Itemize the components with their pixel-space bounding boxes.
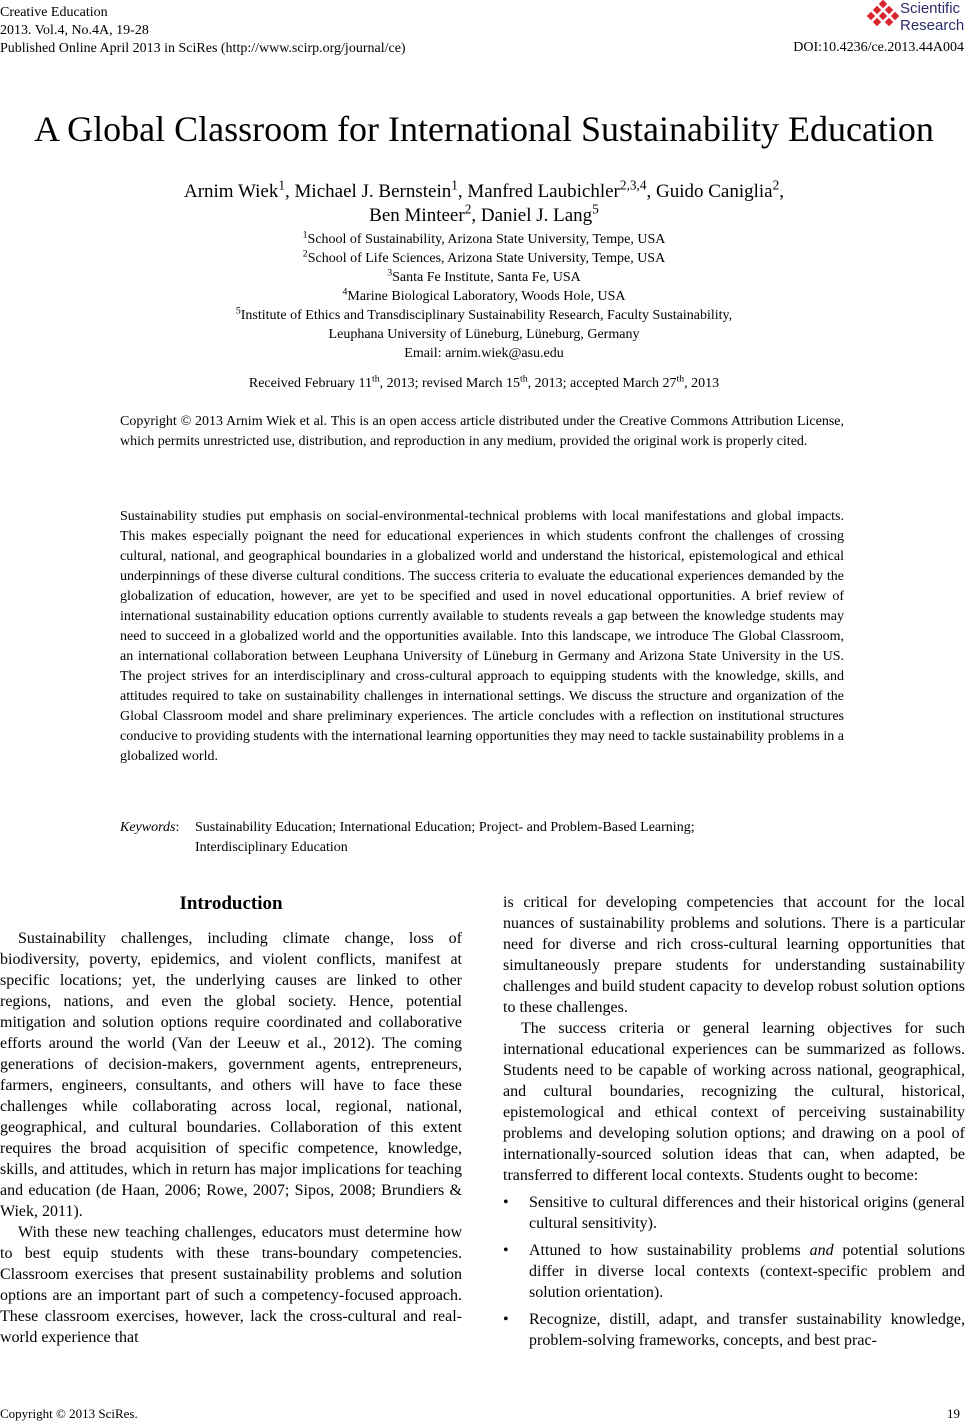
logo-text: Scientific Research: [900, 0, 965, 34]
body-paragraph: Sustainability challenges, including climate change, loss of biodiversity, poverty, epidemics, and violent conflicts, manifest at specific locations; yet, the underlying causes are linked to other regions, nations, and even the global society. Hence, potential mitigation and solution options require coordinated and collaborative efforts around the world (Van der Leeuw et al., 2012). The coming generations of decision-makers, government agents, entrepreneurs, farmers, engineers, consultants, and others will have to face these challenges while collaborating across local, regional, national, geographical, and cultural boundaries. Collaboration of this extent requires the broad acquisition of specific competence, knowledge, skills, and attitudes, which in return has major implications for teaching and education (de Haan, 2006; Rowe, 2007; Sipos, 2008; Brundiers & Wiek, 2011).: [0, 930, 462, 1220]
author-name: Michael J. Bernstein: [294, 181, 452, 202]
author-name: Guido Caniglia: [655, 181, 773, 202]
affiliation: $^3$Santa Fe Institute, Santa Fe, USA: [387, 267, 581, 285]
section-heading: Introduction: [179, 893, 283, 914]
body-paragraph: With these new teaching challenges, educators must determine how to best equip students with these trans-boundary competencies. Classroom exercises that present sustainability problems and solution options are an important part of such a competency-focused approach. These classroom exercises, however, lack the cross-cultural and real-world experience that: [0, 1224, 462, 1346]
page-number: 19: [947, 1406, 960, 1421]
author-name: Manfred Laubichler: [467, 181, 620, 202]
running-header: [0, 4, 406, 58]
body-paragraph: is critical for developing competencies that account for the local nuances of sustainability problems and solutions. There is a particular need for diverse and rich cross-cultural learning opportunities that simultaneously prepare students for understanding sustainability challenges and build student capacity to develop robust solution options to these challenges.: [503, 894, 965, 1016]
publication-info: Published Online April 2013 in SciRes (http://www.scirp.org/journal/ce): [0, 41, 406, 56]
author-list: Arnim Wiek$^1$, Michael J. Bernstein$^1$, Manfred Laubichler$^{2,3,4}$, Guido Caniglia$^2$, Ben Minteer$^2$, Daniel J. Lang$^5$: [183, 177, 785, 226]
submission-dates: Received February 11th, 2013; revised March 15th, 2013; accepted March 27th, 2013: [248, 373, 720, 391]
footer-copyright: Copyright © 2013 SciRes.: [0, 1406, 138, 1421]
right-column: [503, 892, 965, 1351]
affiliation: $^5$Institute of Ethics and Transdisciplinary Sustainability Research, Faculty Sustainability,: [235, 305, 733, 323]
license-notice: Copyright © 2013 Arnim Wiek et al. This is an open access article distributed under the Creative Commons Attribution License, which permits unrestricted use, distribution, and reproduction in any medium, provided the original work is properly cited.: [120, 414, 844, 449]
objectives-list: [503, 1192, 965, 1351]
affiliation: $^1$School of Sustainability, Arizona State University, Tempe, USA: [302, 229, 666, 247]
list-item: • Attuned to how sustainability problems and potential solutions differ in diverse local contexts (context-specific problem and solution orientation).: [503, 1240, 965, 1303]
abstract: Sustainability studies put emphasis on social-environmental-technical problems with local manifestations and global impacts. This makes especially poignant the need for educational experiences in which students confront the challenges of crossing cultural, national, and geographical boundaries in a globalized world and understand the historical, epistemological and ethical underpinnings of these diverse cultural conditions. The success criteria to evaluate the educational experiences demanded by the globalization of education, however, are yet to be specified and used in novel educational opportunities. A brief review of international sustainability education options currently available to students reveals a gap between the knowledge students may need to succeed in a globalized world and the opportunities available. Into this landscape, we introduce The Global Classroom, an international collaboration between Leuphana University of Lüneburg in Germany and Arizona State University in the US. The project strives for an interdisciplinary and cross-cultural approach to equipping students with the knowledge, skills, and attitudes required to take on sustainability challenges in international settings. We discuss the structure and organization of the Global Classroom model and share preliminary experiences. The article concludes with a reflection on institutional structures conducive to providing students with the international learning opportunities they may need to tackle sustainability problems in a globalized world.: [120, 509, 844, 764]
author-email: Email: arnim.wiek@asu.edu: [404, 346, 564, 361]
body-paragraph: The success criteria or general learning objectives for such international educational experiences can be summarized as follows. Students need to be capable of working across national, geographical, and cultural boundaries, recognizing the cultural, historical, epistemological and ethical context of perceiving sustainability problems and developing solution options; and drawing on a pool of internationally-sourced solution ideas that can, when adapted, be transferred to different local contexts. Students ought to become:: [503, 1020, 965, 1184]
affiliations: [0, 230, 968, 363]
affiliation: Leuphana University of Lüneburg, Lüneburg, Germany: [328, 327, 640, 342]
logo-mark-icon: [866, 0, 900, 30]
left-column: [0, 892, 462, 1348]
doi: DOI:10.4236/ce.2013.44A004: [793, 40, 964, 55]
keywords: [120, 818, 844, 858]
list-item: • Recognize, distill, adapt, and transfer sustainability knowledge, problem-solving frameworks, concepts, and best prac-: [503, 1309, 965, 1351]
keywords-label: Keywords:: [120, 820, 180, 835]
keywords-list: Sustainability Education; International Education; Project- and Problem-Based Learning; Interdisciplinary Education: [195, 820, 695, 855]
affiliation: $^4$Marine Biological Laboratory, Woods Hole, USA: [342, 286, 626, 304]
author-name: Ben Minteer: [369, 205, 465, 226]
publisher-logo: [866, 0, 966, 36]
journal-volume: 2013. Vol.4, No.4A, 19-28: [0, 23, 149, 38]
affiliation: $^2$School of Life Sciences, Arizona State University, Tempe, USA: [302, 248, 666, 266]
list-item: • Sensitive to cultural differences and their historical origins (general cultural sensitivity).: [503, 1192, 965, 1234]
article-title: A Global Classroom for International Sustainability Education: [34, 109, 934, 149]
author-name: Arnim Wiek: [183, 181, 279, 202]
author-name: Daniel J. Lang: [480, 205, 593, 226]
journal-name: Creative Education: [0, 5, 108, 20]
